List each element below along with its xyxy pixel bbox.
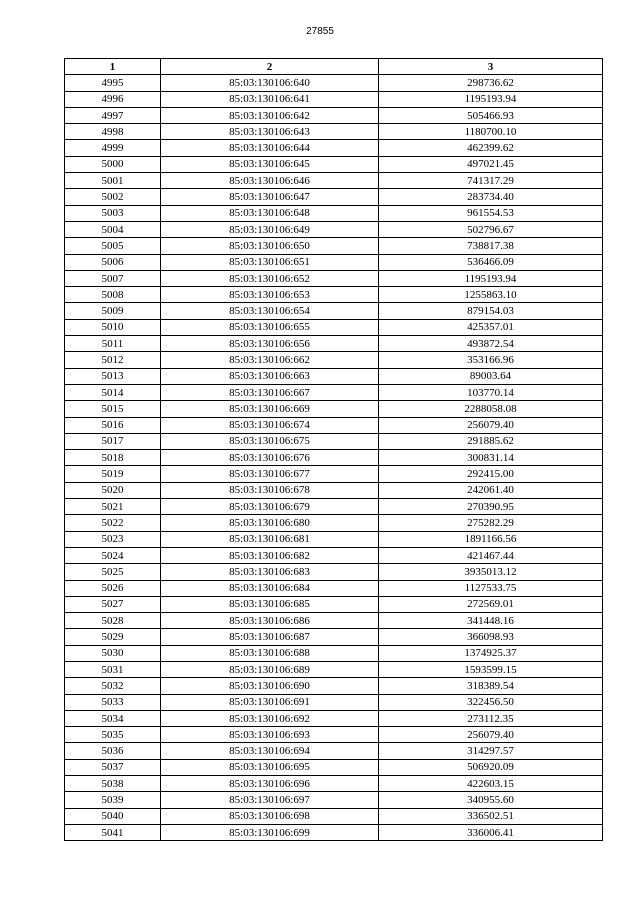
table-cell-col1: 5014 [65,384,161,400]
table-cell-col3: 270390.95 [379,499,603,515]
table-body [65,75,603,841]
table-cell-col3: 421467.44 [379,547,603,563]
table-cell-col2: 85:03:130106:674 [161,417,379,433]
table-cell-col2: 85:03:130106:680 [161,515,379,531]
table-cell-col3: 283734.40 [379,189,603,205]
table-row [65,401,603,417]
table-cell-col1: 5032 [65,678,161,694]
table-cell-col2: 85:03:130106:688 [161,645,379,661]
table-cell-col1: 5010 [65,319,161,335]
table-cell-col1: 5035 [65,727,161,743]
table-cell-col2: 85:03:130106:655 [161,319,379,335]
table-row [65,319,603,335]
table-row [65,743,603,759]
table-cell-col3: 506920.09 [379,759,603,775]
table-cell-col3: 1255863.10 [379,287,603,303]
table-row [65,482,603,498]
table-cell-col3: 2288058.08 [379,401,603,417]
column-header-1: 1 [65,59,161,75]
table-cell-col3: 353166.96 [379,352,603,368]
table-row [65,221,603,237]
table-row [65,694,603,710]
table-cell-col2: 85:03:130106:669 [161,401,379,417]
table-cell-col3: 275282.29 [379,515,603,531]
column-header-2: 2 [161,59,379,75]
table-cell-col1: 5041 [65,824,161,840]
table-row [65,303,603,319]
table-cell-col2: 85:03:130106:687 [161,629,379,645]
table-cell-col2: 85:03:130106:645 [161,156,379,172]
table-cell-col3: 1195193.94 [379,91,603,107]
table-cell-col2: 85:03:130106:686 [161,613,379,629]
table-cell-col1: 5009 [65,303,161,319]
table-row [65,499,603,515]
table-cell-col2: 85:03:130106:656 [161,336,379,352]
table-row [65,140,603,156]
table-row [65,466,603,482]
table-cell-col2: 85:03:130106:698 [161,808,379,824]
table-cell-col3: 336006.41 [379,824,603,840]
table-row [65,645,603,661]
table-cell-col3: 256079.40 [379,727,603,743]
table-row [65,238,603,254]
table-cell-col3: 1195193.94 [379,270,603,286]
table-cell-col2: 85:03:130106:647 [161,189,379,205]
table-row [65,824,603,840]
table-cell-col3: 89003.64 [379,368,603,384]
table-cell-col2: 85:03:130106:699 [161,824,379,840]
table-cell-col2: 85:03:130106:651 [161,254,379,270]
table-cell-col3: 341448.16 [379,613,603,629]
table-cell-col1: 5024 [65,547,161,563]
table-cell-col3: 422603.15 [379,776,603,792]
table-cell-col1: 5016 [65,417,161,433]
table-cell-col2: 85:03:130106:662 [161,352,379,368]
table-cell-col2: 85:03:130106:678 [161,482,379,498]
table-cell-col2: 85:03:130106:689 [161,661,379,677]
table-cell-col2: 85:03:130106:697 [161,792,379,808]
table-cell-col3: 3935013.12 [379,564,603,580]
table-row [65,336,603,352]
table-row [65,189,603,205]
table-cell-col3: 741317.29 [379,173,603,189]
table-cell-col1: 4995 [65,75,161,91]
table-row [65,580,603,596]
table-cell-col1: 5022 [65,515,161,531]
table-cell-col2: 85:03:130106:648 [161,205,379,221]
table-row [65,678,603,694]
table-cell-col2: 85:03:130106:677 [161,466,379,482]
table-cell-col2: 85:03:130106:641 [161,91,379,107]
table-row [65,629,603,645]
table-cell-col1: 5002 [65,189,161,205]
page-number: 27855 [306,26,334,37]
table-cell-col1: 5025 [65,564,161,580]
table-row [65,287,603,303]
table-cell-col1: 5000 [65,156,161,172]
table-cell-col3: 298736.62 [379,75,603,91]
table-cell-col1: 5017 [65,433,161,449]
table-row [65,173,603,189]
table-cell-col1: 5006 [65,254,161,270]
table-cell-col2: 85:03:130106:690 [161,678,379,694]
table-cell-col1: 5023 [65,531,161,547]
table-cell-col1: 5015 [65,401,161,417]
table-row [65,384,603,400]
table-row [65,515,603,531]
table-cell-col2: 85:03:130106:654 [161,303,379,319]
table-cell-col3: 292415.00 [379,466,603,482]
table-cell-col3: 242061.40 [379,482,603,498]
table-cell-col1: 5020 [65,482,161,498]
table-row [65,596,603,612]
table-cell-col3: 273112.35 [379,710,603,726]
table-cell-col1: 5036 [65,743,161,759]
table-cell-col2: 85:03:130106:695 [161,759,379,775]
table-row [65,759,603,775]
table-row [65,710,603,726]
table-row [65,205,603,221]
table-cell-col3: 536466.09 [379,254,603,270]
table-cell-col1: 5040 [65,808,161,824]
table-row [65,727,603,743]
table-row [65,613,603,629]
table-cell-col3: 1374925.37 [379,645,603,661]
table-cell-col3: 336502.51 [379,808,603,824]
table-cell-col1: 5034 [65,710,161,726]
table-cell-col2: 85:03:130106:692 [161,710,379,726]
table-cell-col1: 5030 [65,645,161,661]
table-cell-col2: 85:03:130106:652 [161,270,379,286]
table-cell-col1: 5019 [65,466,161,482]
table-cell-col2: 85:03:130106:644 [161,140,379,156]
table-cell-col1: 5038 [65,776,161,792]
table-row [65,107,603,123]
table-cell-col1: 5012 [65,352,161,368]
table-cell-col3: 738817.38 [379,238,603,254]
table-cell-col3: 1593599.15 [379,661,603,677]
table-row [65,368,603,384]
table-cell-col1: 5033 [65,694,161,710]
table-cell-col3: 340955.60 [379,792,603,808]
table-cell-col1: 5013 [65,368,161,384]
table-cell-col2: 85:03:130106:650 [161,238,379,254]
table-header-row [65,59,603,75]
table-row [65,792,603,808]
table-cell-col1: 5028 [65,613,161,629]
table-cell-col2: 85:03:130106:649 [161,221,379,237]
table-cell-col2: 85:03:130106:675 [161,433,379,449]
table-cell-col3: 300831.14 [379,450,603,466]
table-row [65,417,603,433]
table-cell-col1: 4998 [65,124,161,140]
table-cell-col2: 85:03:130106:640 [161,75,379,91]
table-cell-col3: 1127533.75 [379,580,603,596]
table-cell-col2: 85:03:130106:694 [161,743,379,759]
table-cell-col1: 5039 [65,792,161,808]
table-cell-col3: 322456.50 [379,694,603,710]
table-cell-col3: 425357.01 [379,319,603,335]
table-row [65,450,603,466]
table-row [65,270,603,286]
table-cell-col1: 5011 [65,336,161,352]
table-row [65,564,603,580]
table-cell-col1: 5029 [65,629,161,645]
table-cell-col1: 5005 [65,238,161,254]
table-cell-col3: 505466.93 [379,107,603,123]
data-table [64,58,603,841]
table-cell-col3: 879154.03 [379,303,603,319]
table-row [65,254,603,270]
table-cell-col2: 85:03:130106:676 [161,450,379,466]
table-cell-col2: 85:03:130106:667 [161,384,379,400]
table-row [65,156,603,172]
table-cell-col1: 5021 [65,499,161,515]
table-cell-col3: 497021.45 [379,156,603,172]
table-cell-col2: 85:03:130106:684 [161,580,379,596]
table-cell-col2: 85:03:130106:646 [161,173,379,189]
table-cell-col2: 85:03:130106:663 [161,368,379,384]
table-cell-col1: 4997 [65,107,161,123]
table-cell-col3: 462399.62 [379,140,603,156]
table-cell-col1: 5027 [65,596,161,612]
table-cell-col2: 85:03:130106:691 [161,694,379,710]
table-cell-col1: 5031 [65,661,161,677]
table-row [65,531,603,547]
table-cell-col2: 85:03:130106:681 [161,531,379,547]
table-cell-col2: 85:03:130106:643 [161,124,379,140]
table-cell-col3: 366098.93 [379,629,603,645]
table-cell-col3: 1180700.10 [379,124,603,140]
table-cell-col3: 314297.57 [379,743,603,759]
table-cell-col2: 85:03:130106:679 [161,499,379,515]
table-cell-col3: 961554.53 [379,205,603,221]
table-cell-col3: 1891166.56 [379,531,603,547]
table-cell-col2: 85:03:130106:693 [161,727,379,743]
table-cell-col2: 85:03:130106:683 [161,564,379,580]
table-cell-col1: 5026 [65,580,161,596]
table-cell-col1: 4999 [65,140,161,156]
table-cell-col1: 5007 [65,270,161,286]
table-row [65,352,603,368]
table-cell-col1: 5018 [65,450,161,466]
table-cell-col2: 85:03:130106:653 [161,287,379,303]
table-cell-col3: 493872.54 [379,336,603,352]
table-cell-col3: 318389.54 [379,678,603,694]
table-row [65,433,603,449]
table-cell-col2: 85:03:130106:685 [161,596,379,612]
table-cell-col1: 5008 [65,287,161,303]
table-row [65,91,603,107]
table-row [65,808,603,824]
table-cell-col3: 291885.62 [379,433,603,449]
table-cell-col1: 5003 [65,205,161,221]
table-cell-col1: 5037 [65,759,161,775]
table-row [65,776,603,792]
column-header-3: 3 [379,59,603,75]
table-cell-col3: 256079.40 [379,417,603,433]
table-row [65,661,603,677]
table-cell-col3: 272569.01 [379,596,603,612]
table-cell-col1: 5004 [65,221,161,237]
table-cell-col2: 85:03:130106:642 [161,107,379,123]
table-cell-col3: 103770.14 [379,384,603,400]
table-row [65,547,603,563]
table-row [65,75,603,91]
table-cell-col1: 5001 [65,173,161,189]
table-cell-col1: 4996 [65,91,161,107]
table-cell-col2: 85:03:130106:682 [161,547,379,563]
table-cell-col2: 85:03:130106:696 [161,776,379,792]
table-row [65,124,603,140]
table-cell-col3: 502796.67 [379,221,603,237]
